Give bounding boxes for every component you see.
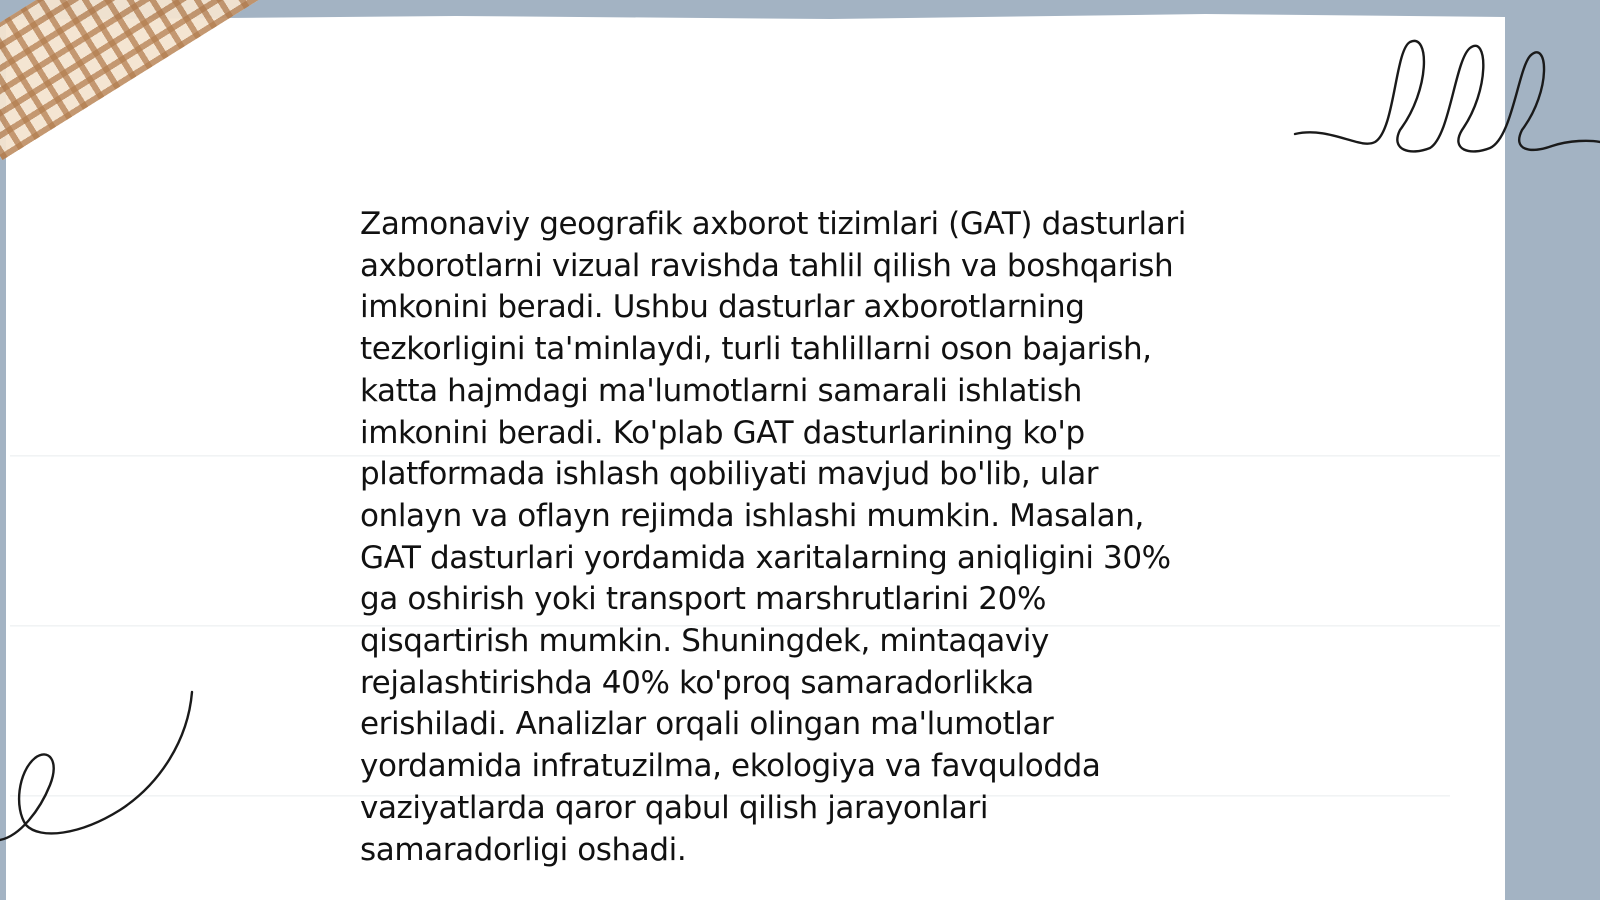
body-paragraph: Zamonaviy geografik axborot tizimlari (GAT) dasturlari axborotlarni vizual ravishda tahlil qilish va boshqarish imkonini beradi. Ushbu dasturlar axborotlarning tezkorligini ta'minlaydi, turli tahlillarni oson bajarish, katta hajmdagi ma'lumotlarni samarali ishlatish imkonini beradi. Ko'plab GAT dasturlarining ko'p platformada ishlash qobiliyati mavjud bo'lib, ular onlayn va oflayn rejimda ishlashi mumkin. Masalan, GAT dasturlari yordamida xaritalarning aniqligini 30% ga oshirish yoki transport marshrutlarini 20% qisqartirish mumkin. Shuningdek, mintaqaviy rejalashtirishda 40% ko'proq samaradorlikka erishiladi. Analizlar orqali olingan ma'lumotlar yordamida infratuzilma, ekologiya va favqulodda vaziyatlarda qaror qabul qilish jarayonlari samaradorligi oshadi. xyxy=(360,206,1186,868)
loop-scribble-icon xyxy=(1290,30,1600,170)
checkmark-swirl-icon xyxy=(0,690,210,850)
